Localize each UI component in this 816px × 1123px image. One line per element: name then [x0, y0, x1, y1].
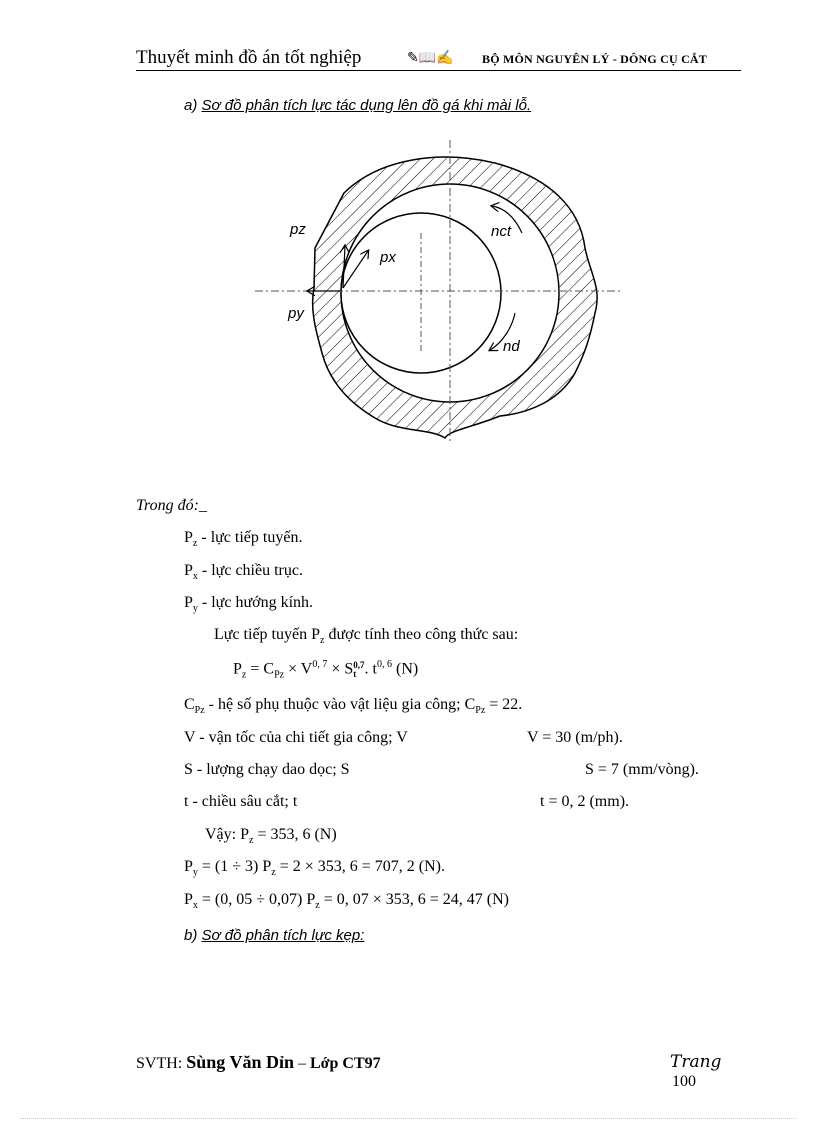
def-px: $P_x$ - lực chiều trục.	[184, 562, 303, 583]
def-py: $P_y$ - lực hướng kính.	[184, 594, 314, 615]
param-cpz: $C_{Pz}$ - hệ số phụ thuộc vào vật liệu gia công; $C_{Pz} = 22$.	[184, 696, 523, 717]
param-s-desc: S - lượng chạy dao dọc; S	[184, 761, 350, 778]
force-diagram	[250, 138, 630, 448]
nd-label: nd	[503, 338, 520, 355]
px-label: px	[380, 249, 396, 266]
nct-label: nct	[491, 223, 512, 240]
bottom-dotted-rule	[20, 1118, 796, 1119]
header-ornament: ✎📖✍	[407, 51, 454, 66]
pz-label: pz	[290, 221, 306, 238]
header-title: Thuyết minh đồ án tốt nghiệp	[136, 47, 362, 68]
caption-b	[184, 927, 364, 944]
trong-do-label: Trong đó:_	[136, 497, 207, 514]
result-py: $P_y = (1 \div 3) P_z = 2 \times 353$, 6 = 707, 2 (N).	[184, 858, 445, 879]
result-px: $P_x = (0$, 05 ÷ 0,07) $P_z = 0$, 07 × 353, 6 = 24, 47 (N)	[184, 891, 509, 912]
caption-b-prefix: b)	[184, 927, 202, 944]
py-label: py	[288, 305, 304, 322]
page-number: 100	[672, 1073, 696, 1090]
formula-intro: Lực tiếp tuyến $P_z$ được tính theo công thức sau:	[214, 626, 519, 647]
result-pz: Vậy: $P_z = 353$, 6 (N)	[205, 826, 337, 847]
caption-a-text: Sơ đồ phân tích lực tác dụng lên đồ gá khi mài lỗ.	[201, 97, 532, 114]
footer-student: SVTH: Sùng Văn Dỉn – Lớp CT97	[136, 1052, 381, 1072]
caption-a-prefix: a)	[184, 97, 202, 114]
student-name: Sùng Văn Dỉn	[186, 1052, 294, 1072]
caption-b-text: Sơ đồ phân tích lực kẹp:	[201, 927, 365, 944]
student-class: Lớp CT97	[309, 1055, 381, 1072]
caption-a	[184, 97, 531, 114]
param-t-value: t = 0, 2 (mm).	[540, 793, 630, 810]
param-v-desc: V - vận tốc của chi tiết gia công; V	[184, 729, 408, 746]
def-pz: $P_z$ - lực tiếp tuyến.	[184, 529, 303, 550]
param-t-desc: t - chiều sâu cắt; t	[184, 793, 298, 810]
param-s-value: S = 7 (mm/vòng).	[585, 761, 699, 778]
header-rule	[136, 70, 741, 71]
footer-trang: Trang	[670, 1052, 722, 1072]
header-department: BỘ MÔN NGUYÊN LÝ - DÔNG CỤ CẮT	[482, 52, 707, 66]
formula-pz: $P_z = C_{Pz} \times V^{0, 7} \times S0,7$ t . $t^{0, 6}$ (N)	[233, 659, 419, 681]
param-v-value: V = 30 (m/ph).	[527, 729, 623, 746]
